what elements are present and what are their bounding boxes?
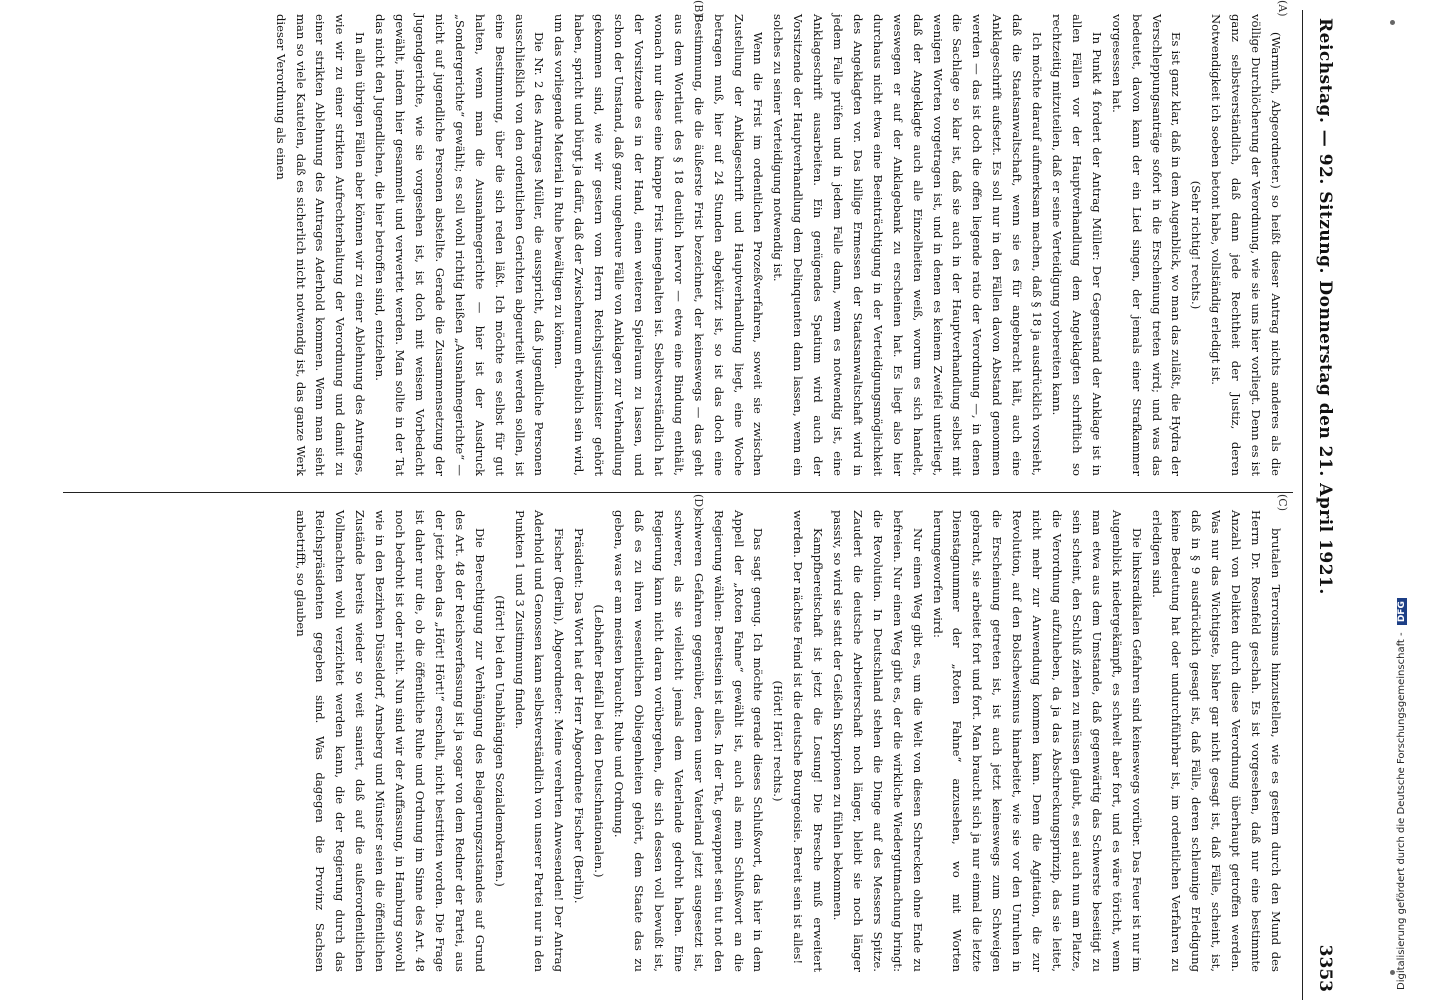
newspaper-sheet xyxy=(45,0,1345,1000)
column-divider xyxy=(63,492,1293,493)
marker-a: (A) xyxy=(1276,0,1289,17)
paragraph: Ich möchte darauf aufmerksam machen, daß § 18 ja ausdrücklich vorsieht, daß die Staatsanwaltschaft, wenn sie es für angebracht hält, auch eine Anklageschrift aufsetzt. Es soll nur in den Fällen davon Abstand genommen werden — das ist doch die offen liegende ratio der Verordnung —, in denen die Sachlage so klar ist, daß sie auch in der Hauptverhandlung selbst mit wenigen Worten vorgetragen ist, und in denen es keinem Zweifel unterliegt, daß der Angeklagte auch alle Einzelheiten weiß, worum es sich handelt, weswegen er auf der Anklagebank zu erscheinen hat. Es liegt also hier durchaus nicht etwa eine Beeinträchtigung in der Verteidigungsmöglichkeit des Angeklagten vor. Das billige Ermessen der Staatsanwaltschaft wird in jedem Falle prüfen und in jedem Falle dann, wenn es notwendig ist, eine Anklageschrift ausarbeiten. Ein genügendes Spatium wird auch der Vorsitzende der Hauptverhandlung dem Delinquenten dann lassen, wenn ein solches zu seiner Verteidigung notwendig ist. xyxy=(771,14,1045,476)
left-column xyxy=(270,14,1285,476)
marker-d: (D) xyxy=(692,494,705,512)
paragraph: brutalen Terrorismus hinzustellen, wie es gestern durch den Mund des Herrn Dr. Rosenfeld geschah. Es ist vorgesehen, daß nur eine bestimmte Anzahl von Delikten durch diese Verordnung überhaupt getroffen werden. Was nur das Wichtigste, bisher gar nicht gesagt ist, daß Fälle, scheint, ist, daß in § 9 ausdrücklich gesagt ist, daß Fälle, deren schleunige Erledigung keine Bedeutung hat oder undurchführbar ist, im ordentlichen Verfahren zu erledigen sind. xyxy=(1149,510,1283,972)
header-rule xyxy=(1302,10,1303,1000)
right-column xyxy=(290,510,1285,972)
interjection: (Sehr richtig! rechts.) xyxy=(1189,180,1204,310)
quotation: Kampfbereitschaft ist jetzt die Losung! Die Bresche muß erweitert werden. Der nächste Feind ist die deutsche Bourgeoisie. Bereit sein ist alles! xyxy=(791,510,826,972)
speaker-paragraph: Fischer (Berlin), Abgeordneter: Meine verehrten Anwesenden! Der Antrag Aderhold und Genossen kann selbstverständlich von unserer Partei nur in den Punkten 1 und 3 Zustimmung finden. xyxy=(512,510,567,972)
marker-c: (C) xyxy=(1276,494,1289,511)
funding-text: Digitalisierung gefördert durch die Deutsche Forschungsgemeinschaft - xyxy=(1396,632,1407,990)
page-number: 3353 xyxy=(1315,944,1335,992)
interjection: (Lebhafter Beifall bei den Deutschnationalen.) xyxy=(592,604,607,878)
paragraph: Das sagt genug. Ich möchte gerade dieses Schlußwort, das hier in dem Appell der „Roten Fahne“ gewählt ist, auch als mein Schlußwort an die Regierung wählen: Bereitsein ist alles. In der Tat, gewappnet sein tut not den schweren Gefahren gegenüber, denen unser Vaterland jetzt ausgesetzt ist, schwerer, als sie vielleicht jemals dem Vaterlande gedroht haben. Eine Regierung kann nicht daran vorübergehen, die sich dessen voll bewußt ist, daß es zu ihren wesentlichen Obliegenheiten gehört, dem Staate das zu geben, was er am meisten braucht: Ruhe und Ordnung. xyxy=(612,510,766,972)
speaker-paragraph: Präsident: Das Wort hat der Herr Abgeordnete Fischer (Berlin). xyxy=(572,528,587,904)
punch-hole-bottom xyxy=(1390,970,1395,975)
paragraph: Die linksradikalen Gefahren sind keineswegs vorüber. Das Feuer ist nur im Augenblick niedergekämpft, es schwelt aber fort, und es wäre töricht, wenn man etwa aus dem Umstande, daß gegenwärtig das Schwerste beseitigt zu sein scheint, den Schluß ziehen zu müssen glaubt, es sei auch nun am Platze, die Verordnung aufzuheben, da ja das Abschreckungsprinzip, das sie leitet, nicht mehr zur Anwendung kommen kann. Denn die Agitation, die zur Revolution, auf den Bolschewismus hinarbeitet, wie sie vor den Unruhen in die Erscheinung getreten ist, ist auch jetzt keineswegs zum Schweigen gebracht, sie arbeitet fort und fort. Man braucht sich ja nur einmal die letzte Dienstagnummer der „Roten Fahne“ anzusehen, wo mit Worten herumgeworfen wird: xyxy=(930,510,1144,972)
dfg-logo: DFG xyxy=(1397,598,1407,625)
interjection: (Hört! bei den Unabhängigen Sozialdemokraten.) xyxy=(492,595,507,887)
funding-note xyxy=(1396,598,1407,990)
header-title: Reichstag. — 92. Sitzung. Donnerstag den 21. April 1921. xyxy=(1315,18,1335,595)
quotation: Nur einen Weg gibt es, um die Welt von diesen Schrecken ohne Ende zu befreien. Nur einen Weg gibt es, der die wirkliche Wiedergutmachung bringt: die Revolution. In Deutschland stehen die Dinge auf des Messers Spitze. Zaudert die deutsche Arbeiterschaft noch länger, bleibt sie noch länger passiv, so wird sie statt der Geißeln Skorpionen zu fühlen bekommen. xyxy=(831,510,925,972)
paragraph: (Warmuth, Abgeordneter.) so heißt dieser Antrag nichts anderes als die völlige Durchlöcherung der Verordnung, wie sie uns hier vorliegt. Denn es ist ganz selbstverständlich, daß dann jede Rechtheit der Justiz, deren Notwendigkeit ich soeben betont habe, vollständig erledigt ist. xyxy=(1209,14,1283,476)
paragraph: Die Nr. 2 des Antrages Müller, die ausspricht, daß jugendliche Personen ausschließlich von den ordentlichen Gerichten abgeurteilt werden sollen, ist eine Bestimmung, über die sich reden läßt. Ich möchte es selbst für gut halten, wenn man die Ausnahmegerichte — hier ist der Ausdruck „Sondergerichte“ gewählt; es soll wohl richtig heißen „Ausnahmegerichte“ — nicht auf jugendliche Personen abstellte. Gerade die Zusammensetzung der Jugendgerichte, wie sie vorgesehen ist, ist doch mit weisem Vorbedacht gewählt, indem hier gesammelt und verwertet werden. Man sollte in der Tat das nicht den Jugendlichen, die hier betroffen sind, entziehen. xyxy=(373,14,547,476)
punch-hole-top xyxy=(1390,20,1395,25)
interjection: (Hört! Hört! rechts.) xyxy=(771,680,786,802)
paragraph: In Punkt 4 fordert der Antrag Müller: Der Gegenstand der Anklage ist in allen Fällen vor der Hauptverhandlung dem Angeklagten schriftlich so rechtzeitig mitzuteilen, daß er seine Verteidigung vorbereiten kann. xyxy=(1050,14,1104,476)
paragraph: Es ist ganz klar, daß in dem Augenblick, wo man das zuläßt, die Hydra der Verschleppungsanträge sofort in die Erscheinung treten wird; und was das bedeutet, davon kann der ein Lied singen, der jemals einer Strafkammer vorgesessen hat. xyxy=(1109,14,1184,476)
paragraph: Wenn die Frist im ordentlichen Prozeßverfahren, soweit sie zwischen Zustellung der Anklageschrift und Hauptverhandlung liegt, eine Woche betragen muß, hier auf 24 Stunden abgekürzt ist, so ist das doch eine Bestimmung, die die äußerste Frist bezeichnet, der keineswegs — das geht aus dem Wortlaut des § 18 deutlich hervor — etwa eine Bindung enthält, wonach nur diese eine knappe Frist innegehalten ist. Selbstverständlich hat der Vorsitzende es in der Hand, einen weiteren Spielraum zu lassen, und schon der Umstand, daß ganz ungeheure Fälle von Anklagen zur Verhandlung gekommen sind, wie wir gestern vom Herrn Reichsjustizminister gehört haben, spricht und bürgt ja dafür, daß der Zwischenraum erheblich sein wird, um das vorliegende Material in Ruhe bewältigen zu können. xyxy=(552,14,766,476)
marker-b: (B) xyxy=(692,0,705,17)
paragraph: In allen übrigen Fällen aber können wir zu einer Ablehnung des Antrages, wie wir zu einer strikten Aufrechterhaltung der Verordnung und damit zu einer strikten Ablehnung des Antrages Aderhold kommen. Wenn man sieht man so viele Kautelen, daß es sicherlich nicht notwendig ist, das ganze Werk dieser Verordnung als einen xyxy=(273,14,368,476)
page-header xyxy=(1301,0,1345,1000)
paragraph: Die Berechtigung zur Verhängung des Belagerungszustandes auf Grund des Art. 48 der Reichsverfassung ist ja sogar von dem Redner der Partei, aus der jetzt eben das „Hört! Hört!“ erschallt, nicht bestritten worden. Die Frage ist daher nur die, ob die öffentliche Ruhe und Ordnung im Sinne des Art. 48 noch bedroht ist oder nicht. Nun sind wir der Auffassung, in Hamburg sowohl wie in den Bezirken Düsseldorf, Arnsberg und Münster seien die öffentlichen Zustände bereits wieder so weit saniert, daß auf die außerordentlichen Vollmachten wohl verzichtet werden kann, die der Regierung durch das Reichspräsidenten gegeben sind. Was dagegen die Provinz Sachsen anbetrifft, so glauben xyxy=(293,510,487,972)
